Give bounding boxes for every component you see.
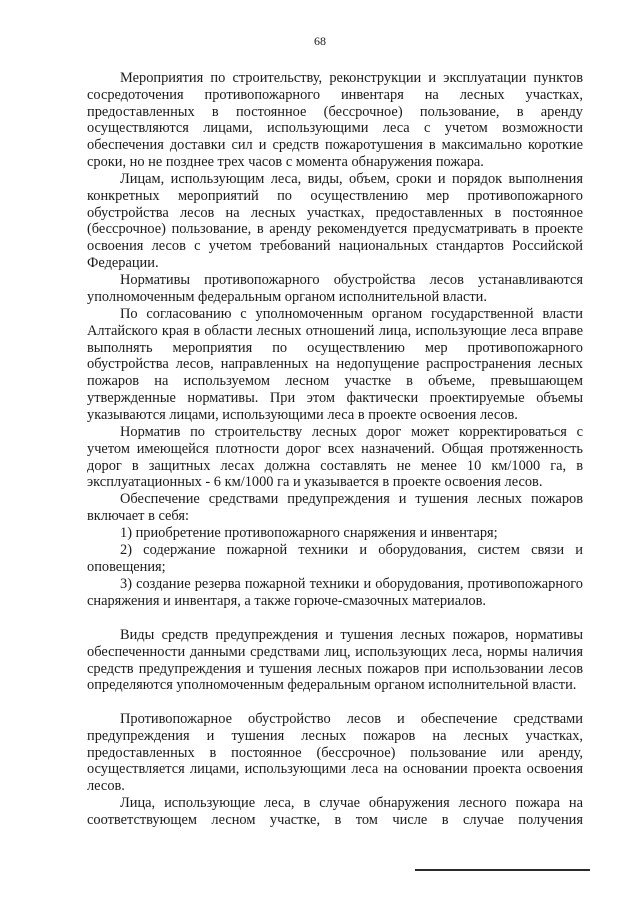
paragraph-fire-inventory-points: Мероприятия по строительству, реконструкции и эксплуатации пунктов сосредоточения противопожарного инвентаря на лесных участках, предоставленных в постоянное (бессрочное) пользование, в аренду осуществляются лицами, использующими леса с учетом возможности обеспечения доставки сил и средств пожаротушения в максимально короткие сроки, но не позднее трех часов с момента обнаружения пожара.: [87, 70, 583, 170]
list-item-2: 2) содержание пожарной техники и оборудования, систем связи и оповещения;: [87, 542, 583, 575]
paragraph-equipment-provision: Обеспечение средствами предупреждения и тушения лесных пожаров включает в себя:: [87, 491, 583, 524]
paragraph-regional-agreement: По согласованию с уполномоченным органом государственной власти Алтайского края в области лесных отношений лица, использующие леса вправе выполнять мероприятия по осуществлению мер противопожарного обустройства лесов, направленных на недопущение распространения лесных пожаров на используемом лесном участке в объеме, превышающем утвержденные нормативы. При этом фактически проектируемые объемы указываются лицами, использующими леса в проекте освоения лесов.: [87, 306, 583, 423]
footer-rule: [415, 869, 590, 871]
list-item-3: 3) создание резерва пожарной техники и оборудования, противопожарного снаряжения и инвентаря, а также горюче-смазочных материалов.: [87, 576, 583, 609]
paragraph-means-types: Виды средств предупреждения и тушения лесных пожаров, нормативы обеспеченности данными средствами лиц, использующих леса, нормы наличия средств предупреждения и тушения лесных пожаров при использовании лесов определяются уполномоченным федеральным органом исполнительной власти.: [87, 627, 583, 694]
page-number: 68: [314, 34, 326, 48]
paragraph-forest-roads: Норматив по строительству лесных дорог может корректироваться с учетом имеющейся плотности дорог всех назначений. Общая протяженность дорог в защитных лесах должна составлять не менее 10 км/1000 га, в эксплуатационных - 6 км/1000 га и указывается в проекте освоения лесов.: [87, 424, 583, 491]
paragraph-fire-measures-planning: Лицам, использующим леса, виды, объем, сроки и порядок выполнения конкретных мероприятий по осуществлению мер противопожарного обустройства лесов на лесных участках, предоставленных в постоянное (бессрочное) пользование, в аренду рекомендуется предусматривать в проекте освоения лесов с учетом требований национальных стандартов Российской Федерации.: [87, 171, 583, 271]
paragraph-fire-arrangement-project: Противопожарное обустройство лесов и обеспечение средствами предупреждения и тушения лесных пожаров на лесных участках, предоставленных в постоянное (бессрочное) пользование или аренду, осуществляется лицами, использующими леса на основании проекта освоения лесов.: [87, 711, 583, 795]
paragraph-fire-detection: Лица, использующие леса, в случае обнаружения лесного пожара на соответствующем лесном участке, в том числе в случае получения: [87, 795, 583, 828]
paragraph-fire-norms: Нормативы противопожарного обустройства лесов устанавливаются уполномоченным федеральным органом исполнительной власти.: [87, 272, 583, 305]
list-item-1: 1) приобретение противопожарного снаряжения и инвентаря;: [120, 525, 498, 541]
